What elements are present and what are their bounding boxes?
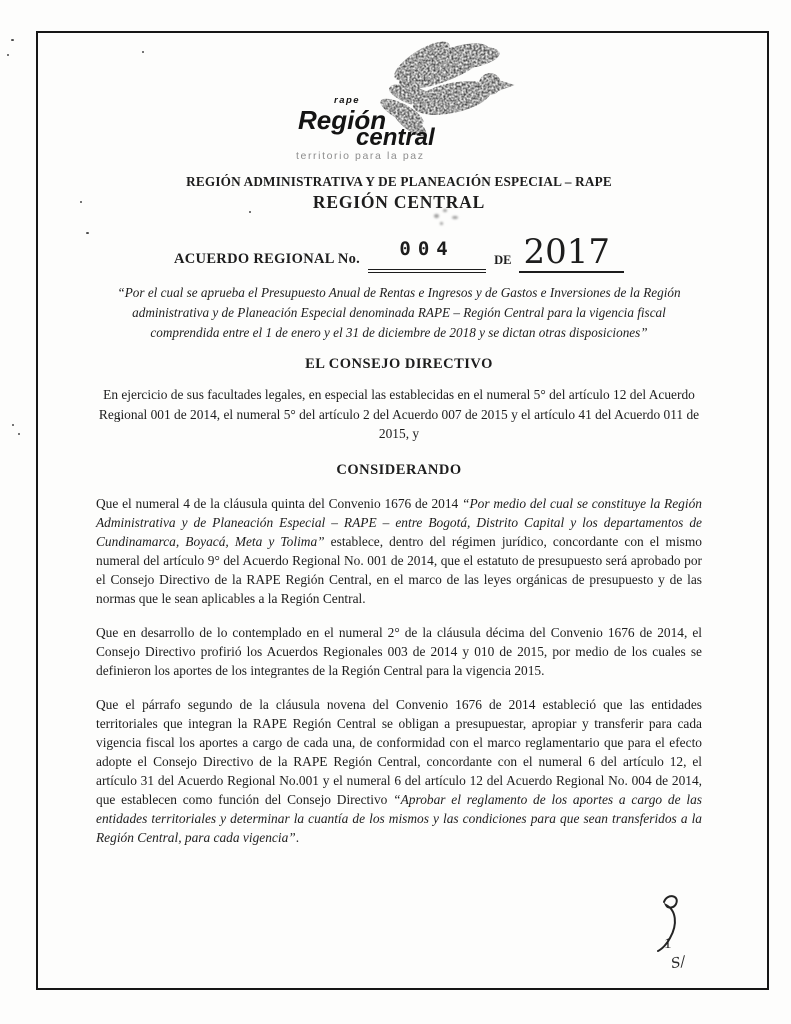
acuerdo-de-label: DE [494, 253, 512, 267]
page-number: 1 [664, 936, 672, 952]
acuerdo-label: ACUERDO REGIONAL No. [174, 251, 361, 267]
acuerdo-year-handwritten: 2017 [519, 236, 624, 273]
acuerdo-number-stamp: 004 [399, 238, 455, 260]
considerando-heading: CONSIDERANDO [336, 461, 462, 478]
scan-speck [7, 54, 9, 56]
document-content [96, 40, 702, 847]
org-name: REGIÓN CENTRAL [312, 192, 486, 212]
scan-speck [11, 39, 14, 41]
logo-wordmark [298, 96, 435, 150]
considerando-paragraph-2: Que en desarrollo de lo contemplado en el numeral 2° de la cláusula décima del Convenio 1676 de 2014, el Consejo Directivo profirió los Acuerdos Regionales 003 de 2014 y 010 de 2015, por medio de los cuales se definieron los aportes de los integrantes de la Región Central para la vigencia 2015. [96, 624, 702, 678]
logo-name-line2: central [356, 123, 435, 151]
powers-paragraph: En ejercicio de sus facultades legales, en especial las establecidas en el numeral 5° del artículo 12 del Acuerdo Regional 001 de 2014, el numeral 5° del artículo 2 del Acuerdo 007 de 2015 y el artículo 41 del Acuerdo 011 de 2015, y [98, 387, 700, 442]
acuerdo-title-row [96, 227, 702, 273]
org-title-line: REGIÓN ADMINISTRATIVA Y DE PLANEACIÓN ESPECIAL – RAPE [186, 174, 612, 189]
council-heading: EL CONSEJO DIRECTIVO [305, 356, 493, 373]
acuerdo-number-slot [368, 227, 486, 273]
logo-prefix: rape [334, 95, 361, 106]
rape-region-central-logo [274, 40, 524, 166]
considerando-paragraph-3: Que el párrafo segundo de la cláusula novena del Convenio 1676 de 2014 estableció que las entidades territoriales que integran la RAPE Región Central se obligan a presupuestar, apropiar y transferir para cada vigencia fiscal los aportes a cargo de cada una, de conformidad con el marco reglamentario que para el efecto adopte el Consejo Directivo de la RAPE Región Central, concordante con el numeral 6 del artículo 12, el artículo 31 del Acuerdo Regional No.001 y el numeral 6 del artículo 12 del Acuerdo Regional No. 004 de 2014, que establecen como función del Consejo Directivo “Aprobar el reglamento de los aportes a cargo de las entidades territoriales y determinar la cuantía de los mismos y las condiciones para que sean transferidos a la Región Central, para cada vigencia”. [96, 696, 702, 846]
considerando-paragraph-1: Que el numeral 4 de la cláusula quinta del Convenio 1676 de 2014 “Por medio del cual se constituye la Región Administrativa y de Planeación Especial – RAPE – entre Bogotá, Distrito Capital y los departamentos de Cundinamarca, Boyacá, Meta y Tolima” establece, dentro del régimen jurídico, concordante con el mismo numeral del artículo 9° del Acuerdo Regional No. 001 de 2014, que el estatuto de presupuesto será aprobado por el Consejo Directivo de la RAPE Región Central, en el marco de las leyes orgánicas de presupuesto y de las normas que le sean aplicables a la Región Central. [96, 495, 702, 606]
handwritten-initials: S/ [669, 953, 687, 973]
scan-speck [80, 201, 82, 203]
subject-quote: “Por el cual se aprueba el Presupuesto Anual de Rentas e Ingresos y de Gastos e Inversiones de la Región administrativa y de Planeación Especial denominada RAPE – Región Central para la vigencia fiscal comprendida entre el 1 de enero y el 31 de diciembre de 2018 y se dictan otras disposiciones” [117, 285, 681, 340]
logo-name-line1: Región [298, 104, 387, 135]
scan-speck [12, 424, 14, 426]
scan-speck [86, 232, 89, 234]
logo-tagline: territorio para la paz [296, 150, 425, 162]
scan-speck [18, 433, 20, 435]
